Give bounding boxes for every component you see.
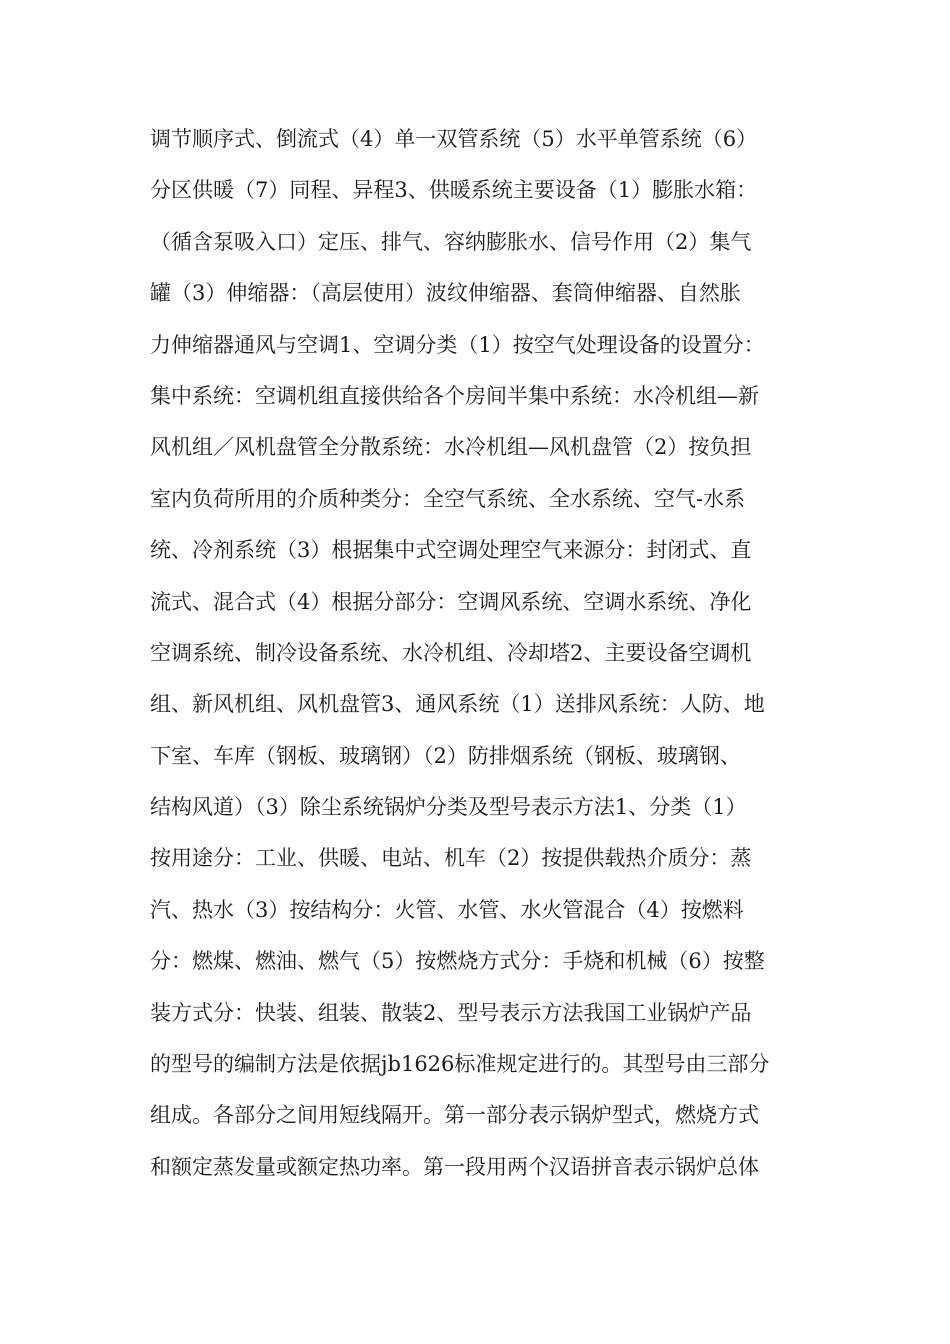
text-line-15: 按用途分：工业、供暖、电站、机车（2）按提供载热介质分：蒸: [150, 846, 752, 871]
text-line-3: （循含泵吸入口）定压、排气、容纳膨胀水、信号作用（2）集气: [150, 229, 752, 254]
text-line-10: 流式、混合式（4）根据分部分：空调风系统、空调水系统、净化: [150, 589, 752, 614]
text-line-13: 下室、车库（钢板、玻璃钢）（2）防排烟系统（钢板、玻璃钢、: [150, 743, 741, 768]
text-line-12: 组、新风机组、风机盘管3、通风系统（1）送排风系统：人防、地: [150, 692, 765, 717]
text-line-17: 分：燃煤、燃油、燃气（5）按燃烧方式分：手烧和机械（6）按整: [150, 949, 765, 974]
text-line-14: 结构风道）（3）除尘系统锅炉分类及型号表示方法1、分类（1）: [150, 795, 747, 820]
text-line-4: 罐（3）伸缩器：（高层使用）波纹伸缩器、套筒伸缩器、自然胀: [150, 281, 741, 306]
text-line-8: 室内负荷所用的介质种类分：全空气系统、全水系统、空气-水系: [150, 486, 746, 511]
text-line-20: 组成。各部分之间用短线隔开。第一部分表示锅炉型式，燃烧方式: [150, 1103, 759, 1128]
text-line-19: 的型号的编制方法是依据jb1626标准规定进行的。其型号由三部分: [150, 1052, 770, 1077]
body-text: [150, 114, 810, 1193]
text-line-7: 风机组／风机盘管全分散系统：水冷机组—风机盘管（2）按负担: [150, 435, 752, 460]
text-line-18: 装方式分：快装、组装、散装2、型号表示方法我国工业锅炉产品: [150, 1000, 752, 1025]
text-line-11: 空调系统、制冷设备系统、水冷机组、冷却塔2、主要设备空调机: [150, 640, 752, 665]
text-line-6: 集中系统：空调机组直接供给各个房间半集中系统：水冷机组—新: [150, 383, 759, 408]
text-line-5: 力伸缩器通风与空调1、空调分类（1）按空气处理设备的设置分：: [150, 332, 765, 357]
text-line-2: 分区供暖（7）同程、异程3、供暖系统主要设备（1）膨胀水箱：: [150, 178, 758, 203]
text-line-16: 汽、热水（3）按结构分：火管、水管、水火管混合（4）按燃料: [150, 897, 744, 922]
text-line-9: 统、冷剂系统（3）根据集中式空调处理空气来源分：封闭式、直: [150, 538, 752, 563]
text-line-1: 调节顺序式、倒流式（4）单一双管系统（5）水平单管系统（6）: [150, 127, 758, 151]
text-line-21: 和额定蒸发量或额定热功率。第一段用两个汉语拼音表示锅炉总体: [150, 1154, 759, 1179]
